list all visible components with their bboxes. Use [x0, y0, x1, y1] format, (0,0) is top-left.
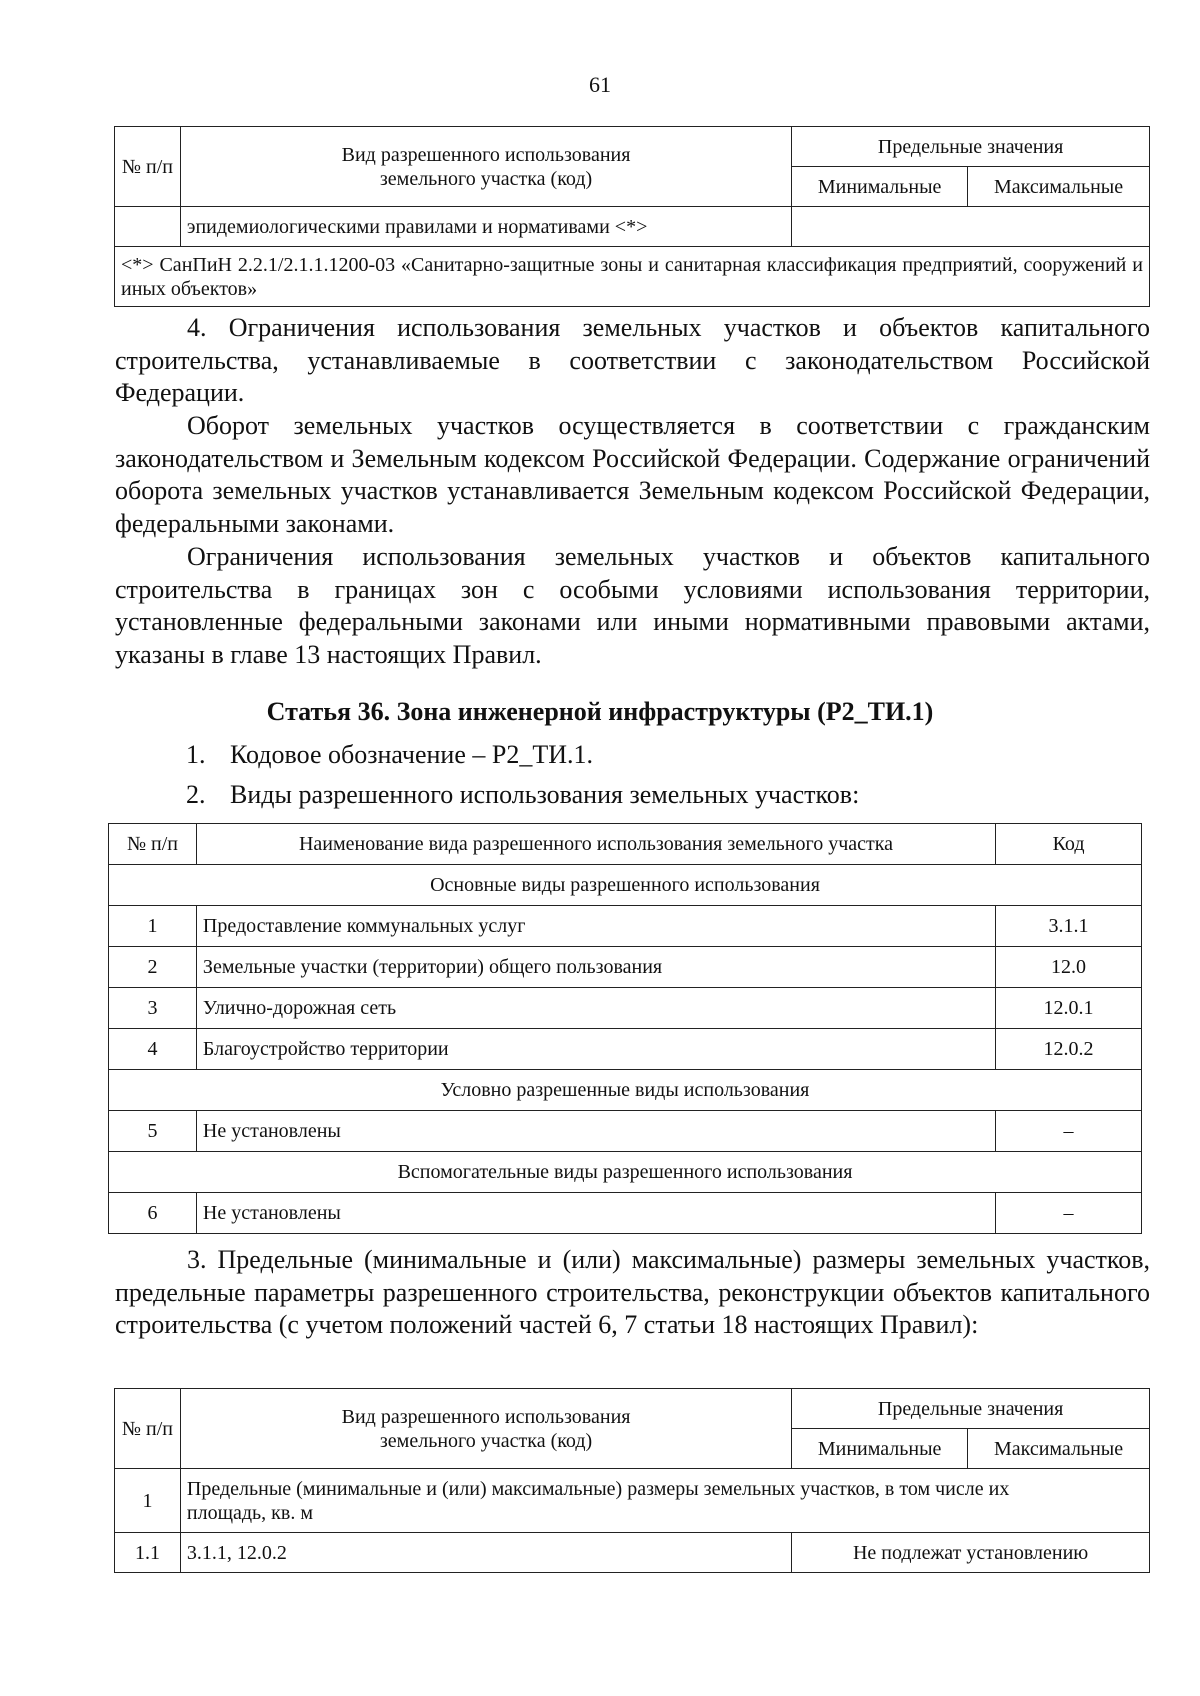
paragraph-restrictions: Ограничения использования земельных участков и объектов капитального строительства в границах зон с особыми условиями использования территории, установленные федеральными законами или иными нормативными правовыми актами, указаны в главе 13 настоящих Правил. — [115, 542, 1150, 669]
header-num: № п/п — [115, 127, 181, 207]
cell-empty — [115, 207, 181, 247]
header-name: Наименование вида разрешенного использования земельного участка — [196, 824, 995, 865]
table-row — [109, 1193, 1142, 1234]
row-code: – — [996, 1111, 1142, 1152]
section-auxiliary: Вспомогательные виды разрешенного использования — [109, 1152, 1142, 1193]
row-text: эпидемиологическими правилами и нормативами <*> — [180, 207, 791, 247]
row-code: 12.0.1 — [996, 988, 1142, 1029]
header-kind: Вид разрешенного использования земельного участка (код) — [180, 1389, 791, 1469]
header-code: Код — [996, 824, 1142, 865]
list-item: 1. Кодовое обозначение – Р2_ТИ.1. — [186, 740, 593, 769]
row-name: Улично-дорожная сеть — [196, 988, 995, 1029]
article-heading: Статья 36. Зона инженерной инфраструктуры (Р2_ТИ.1) — [266, 697, 934, 726]
header-num: № п/п — [115, 1389, 181, 1469]
row-num: 2 — [109, 947, 197, 988]
header-min: Минимальные — [792, 167, 968, 207]
row-num: 5 — [109, 1111, 197, 1152]
row-code: – — [996, 1193, 1142, 1234]
row-text: Предельные (минимальные и (или) максимальные) размеры земельных участков, в том числе их площадь, кв. м — [180, 1469, 1149, 1533]
paragraph-3: 3. Предельные (минимальные и (или) максимальные) размеры земельных участков, предельные параметры разрешенного строительства, реконструкции объектов капитального строительства (с учетом положений частей 6, 7 статьи 18 настоящих Правил): — [115, 1245, 1150, 1339]
row-name: Благоустройство территории — [196, 1029, 995, 1070]
row-codes: 3.1.1, 12.0.2 — [180, 1533, 791, 1573]
list-item: 2. Виды разрешенного использования земельных участков: — [186, 780, 860, 809]
row-num: 6 — [109, 1193, 197, 1234]
table-row — [115, 1533, 1150, 1573]
section-conditional: Условно разрешенные виды использования — [109, 1070, 1142, 1111]
header-max: Максимальные — [968, 167, 1150, 207]
header-limits: Предельные значения — [792, 127, 1150, 167]
row-code: 12.0.2 — [996, 1029, 1142, 1070]
row-num: 1.1 — [115, 1533, 181, 1573]
header-limits: Предельные значения — [792, 1389, 1150, 1429]
table-row — [109, 1029, 1142, 1070]
cell-empty — [792, 207, 1150, 247]
table-row — [109, 1111, 1142, 1152]
table-row — [109, 988, 1142, 1029]
header-kind: Вид разрешенного использования земельного участка (код) — [180, 127, 791, 207]
paragraph-4: 4. Ограничения использования земельных участков и объектов капитального строительства, устанавливаемые в соответствии с законодательством Российской Федерации. — [115, 313, 1150, 407]
limits-table-continued — [114, 126, 1150, 307]
section-main: Основные виды разрешенного использования — [109, 865, 1142, 906]
table-row — [109, 947, 1142, 988]
header-num: № п/п — [109, 824, 197, 865]
row-name: Предоставление коммунальных услуг — [196, 906, 995, 947]
header-max: Максимальные — [968, 1429, 1150, 1469]
table-row — [109, 906, 1142, 947]
header-min: Минимальные — [792, 1429, 968, 1469]
table-row — [115, 1469, 1150, 1533]
permitted-use-table — [108, 823, 1142, 1234]
row-code: 3.1.1 — [996, 906, 1142, 947]
row-name: Не установлены — [196, 1193, 995, 1234]
row-value: Не подлежат установлению — [792, 1533, 1150, 1573]
row-num: 4 — [109, 1029, 197, 1070]
row-num: 1 — [115, 1469, 181, 1533]
row-code: 12.0 — [996, 947, 1142, 988]
row-name: Не установлены — [196, 1111, 995, 1152]
page-number: 61 — [589, 72, 611, 97]
row-num: 1 — [109, 906, 197, 947]
row-name: Земельные участки (территории) общего пользования — [196, 947, 995, 988]
paragraph-turnover: Оборот земельных участков осуществляется в соответствии с гражданским законодательством и Земельным кодексом Российской Федерации. Содержание ограничений оборота земельных участков устанавливается Земельным кодексом Российской Федерации, федеральными законами. — [115, 411, 1150, 538]
row-num: 3 — [109, 988, 197, 1029]
limits-table — [114, 1388, 1150, 1573]
footnote: <*> СанПиН 2.2.1/2.1.1.1200-03 «Санитарно-защитные зоны и санитарная классификация предприятий, сооружений и иных объектов» — [115, 247, 1150, 307]
